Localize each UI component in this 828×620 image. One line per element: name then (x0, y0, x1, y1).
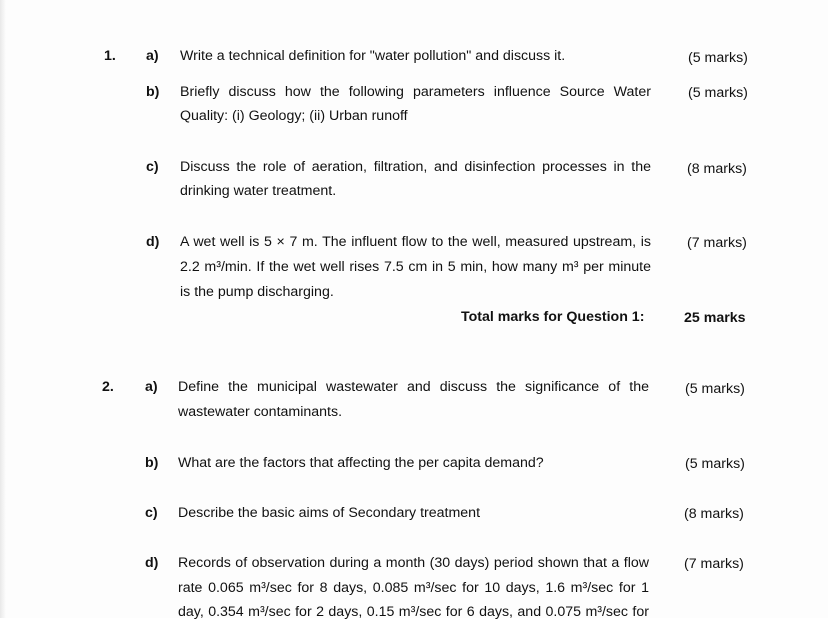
q1-part-a-label: a) (146, 48, 159, 64)
q1-part-b-line-1: Briefly discuss how the following parameters influence Source Water (180, 84, 651, 100)
q2-part-d-line-2: rate 0.065 m³/sec for 8 days, 0.085 m³/sec for 10 days, 1.6 m³/sec for 1 (178, 580, 649, 596)
q1-part-c-line-2: drinking water treatment. (180, 183, 337, 199)
q1-part-c-label: c) (146, 159, 159, 175)
q2-part-d-marks: (7 marks) (684, 556, 744, 572)
q2-part-a-marks: (5 marks) (685, 381, 745, 397)
q1-total-label: Total marks for Question 1: (461, 309, 645, 325)
q2-part-b-marks: (5 marks) (685, 456, 745, 472)
q2-part-a-label: a) (145, 379, 158, 395)
q2-part-c-label: c) (145, 505, 158, 521)
q1-part-a-line-1: Write a technical definition for "water pollution" and discuss it. (180, 48, 566, 64)
q2-part-d-line-1: Records of observation during a month (30 days) period shown that a flow (178, 555, 649, 571)
q2-part-a-line-2: wastewater contaminants. (178, 404, 343, 420)
q2-part-a-line-1: Define the municipal wastewater and discuss the significance of the (178, 379, 649, 395)
q1-part-c-line-1: Discuss the role of aeration, filtration, and disinfection processes in the (180, 159, 651, 175)
q1-part-d-marks: (7 marks) (687, 235, 747, 251)
q2-part-c-line-1: Describe the basic aims of Secondary treatment (178, 505, 481, 521)
q2-part-c-marks: (8 marks) (684, 506, 744, 522)
q2-part-b-line-1: What are the factors that affecting the per capita demand? (178, 455, 544, 471)
q1-part-d-line-3: is the pump discharging. (180, 284, 334, 300)
q1-total-value: 25 marks (684, 310, 746, 326)
q1-part-c-marks: (8 marks) (687, 161, 747, 177)
question-2-number: 2. (102, 379, 114, 395)
q1-part-d-line-2: 2.2 m³/min. If the wet well rises 7.5 cm in 5 min, how many m³ per minute (180, 259, 651, 275)
q1-part-b-label: b) (146, 84, 160, 100)
q1-part-b-line-2: Quality: (i) Geology; (ii) Urban runoff (180, 108, 408, 124)
question-1-number: 1. (104, 48, 116, 64)
q1-part-d-label: d) (146, 234, 160, 250)
q1-part-d-line-1: A wet well is 5 × 7 m. The influent flow to the well, measured upstream, is (180, 234, 651, 250)
q2-part-d-label: d) (145, 555, 159, 571)
q2-part-d-line-3: day, 0.354 m³/sec for 2 days, 0.15 m³/sec for 6 days, and 0.075 m³/sec for (178, 604, 649, 620)
q2-part-b-label: b) (145, 455, 159, 471)
q1-part-a-marks: (5 marks) (688, 50, 748, 66)
q1-part-b-marks: (5 marks) (688, 85, 748, 101)
